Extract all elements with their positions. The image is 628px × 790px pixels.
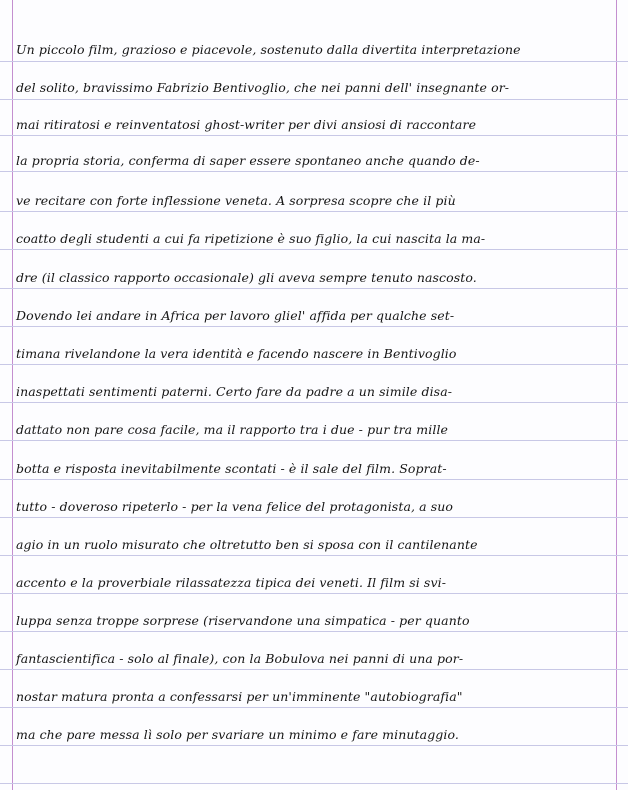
ruled-line <box>0 783 628 784</box>
right-margin-line <box>616 0 617 790</box>
left-margin-line <box>12 0 13 790</box>
text-line: nostar matura pronta a confessarsi per un'imminente "autobiografia" <box>16 689 463 704</box>
ruled-line <box>0 61 628 62</box>
text-line: del solito, bravissimo Fabrizio Bentivoglio, che nei panni dell' insegnante or- <box>16 80 510 95</box>
text-line: botta e risposta inevitabilmente scontati - è il sale del film. Soprat- <box>16 461 447 476</box>
text-line: agio in un ruolo misurato che oltretutto ben si sposa con il cantilenante <box>16 537 478 552</box>
ruled-line <box>0 745 628 746</box>
text-line: accento e la proverbiale rilassatezza tipica dei veneti. Il film si svi- <box>16 575 447 590</box>
ruled-line <box>0 593 628 594</box>
text-line: ve recitare con forte inflessione veneta. A sorpresa scopre che il più <box>16 193 456 208</box>
ruled-line <box>0 669 628 670</box>
text-line: timana rivelandone la vera identità e facendo nascere in Bentivoglio <box>16 346 457 361</box>
text-line: coatto degli studenti a cui fa ripetizione è suo figlio, la cui nascita la ma- <box>16 231 486 246</box>
text-line: inaspettati sentimenti paterni. Certo fare da padre a un simile disa- <box>16 384 453 399</box>
ruled-line <box>0 326 628 327</box>
ruled-line <box>0 171 628 172</box>
ruled-line <box>0 211 628 212</box>
ruled-line <box>0 364 628 365</box>
text-line: Dovendo lei andare in Africa per lavoro gliel' affida per qualche set- <box>16 308 455 323</box>
text-line: fantascientifica - solo al finale), con la Bobulova nei panni di una por- <box>16 651 464 666</box>
text-line: Un piccolo film, grazioso e piacevole, sostenuto dalla divertita interpretazione <box>16 42 521 57</box>
ruled-line <box>0 555 628 556</box>
text-line: mai ritiratosi e reinventatosi ghost-writer per divi ansiosi di raccontare <box>16 117 477 132</box>
text-line: dre (il classico rapporto occasionale) gli aveva sempre tenuto nascosto. <box>16 270 477 285</box>
text-line: luppa senza troppe sorprese (riservandone una simpatica - per quanto <box>16 613 470 628</box>
text-line: la propria storia, conferma di saper essere spontaneo anche quando de- <box>16 153 480 168</box>
text-line: tutto - doveroso ripeterlo - per la vena felice del protagonista, a suo <box>16 499 454 514</box>
ruled-line <box>0 440 628 441</box>
ruled-line <box>0 249 628 250</box>
ruled-line <box>0 99 628 100</box>
ruled-line <box>0 517 628 518</box>
ruled-line <box>0 631 628 632</box>
text-line: ma che pare messa lì solo per svariare un minimo e fare minutaggio. <box>16 727 459 742</box>
ruled-line <box>0 135 628 136</box>
ruled-line <box>0 288 628 289</box>
text-line: dattato non pare cosa facile, ma il rapporto tra i due - pur tra mille <box>16 422 449 437</box>
ruled-line <box>0 479 628 480</box>
ruled-line <box>0 402 628 403</box>
ruled-line <box>0 707 628 708</box>
